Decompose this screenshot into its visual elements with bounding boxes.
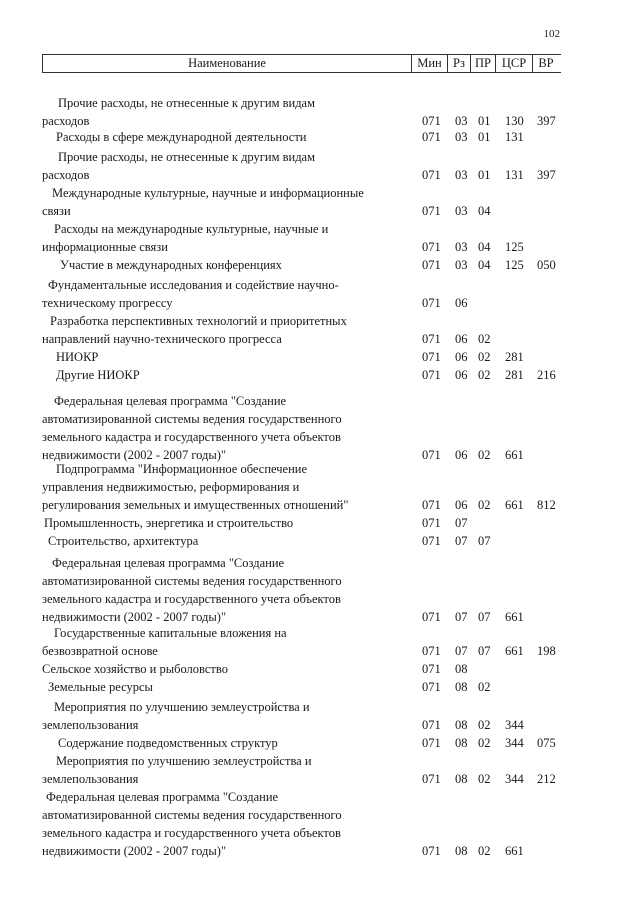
code-csr: 344: [505, 772, 524, 786]
code-rz: 06: [455, 350, 468, 364]
row-name: [42, 220, 329, 256]
row-name-line: недвижимости (2002 - 2007 годы)": [42, 448, 227, 462]
code-pr: 02: [478, 772, 491, 786]
code-pr: 02: [478, 350, 491, 364]
code-pr: 02: [478, 332, 491, 346]
row-name: [42, 184, 364, 220]
code-rz: 06: [455, 296, 468, 310]
code-pr: 02: [478, 448, 491, 462]
code-min: 071: [422, 644, 441, 658]
code-min: 071: [422, 844, 441, 858]
row-name-line: Другие НИОКР: [56, 368, 140, 382]
row-name: [42, 698, 310, 734]
row-name: [42, 624, 287, 660]
row-name-line: Строительство, архитектура: [48, 534, 199, 548]
code-vr: 198: [537, 644, 556, 658]
code-pr: 02: [478, 498, 491, 512]
row-name-line: НИОКР: [56, 350, 99, 364]
code-vr: 216: [537, 368, 556, 382]
row-name-line: управления недвижимостью, реформирования и: [42, 480, 300, 494]
row-name: [56, 128, 306, 146]
row-name-line: Прочие расходы, не отнесенные к другим видам: [58, 150, 316, 164]
row-name: [48, 678, 153, 696]
code-vr: 397: [537, 114, 556, 128]
row-name-line: земельного кадастра и государственного учета объектов: [42, 430, 341, 444]
code-rz: 06: [455, 332, 468, 346]
row-name-line: Участие в международных конференциях: [60, 258, 282, 272]
row-name-line: информационные связи: [42, 240, 168, 254]
row-name-line: Мероприятия по улучшению землеустройства и: [56, 754, 312, 768]
row-name-line: расходов: [42, 168, 90, 182]
row-name: [48, 532, 198, 550]
code-pr: 07: [478, 610, 491, 624]
code-csr: 131: [505, 130, 524, 144]
code-rz: 07: [455, 534, 468, 548]
code-min: 071: [422, 296, 441, 310]
row-name-line: Сельское хозяйство и рыболовство: [42, 662, 228, 676]
row-name-line: Федеральная целевая программа "Создание: [54, 394, 287, 408]
header-pr: ПР: [475, 56, 491, 70]
code-csr: 661: [505, 644, 524, 658]
row-name-line: Федеральная целевая программа "Создание: [52, 556, 285, 570]
code-vr: 212: [537, 772, 556, 786]
code-rz: 03: [455, 240, 468, 254]
row-name-line: направлений научно-технического прогресса: [42, 332, 282, 346]
row-name: [56, 366, 140, 384]
code-pr: 04: [478, 204, 491, 218]
code-rz: 07: [455, 644, 468, 658]
code-vr: 812: [537, 498, 556, 512]
code-rz: 06: [455, 448, 468, 462]
header-name: Наименование: [188, 56, 266, 70]
code-csr: 125: [505, 258, 524, 272]
code-csr: 661: [505, 498, 524, 512]
code-rz: 06: [455, 368, 468, 382]
row-name-line: Земельные ресурсы: [48, 680, 153, 694]
row-name: [60, 256, 282, 274]
row-name-line: техническому прогрессу: [42, 296, 173, 310]
code-rz: 07: [455, 516, 468, 530]
code-min: 071: [422, 516, 441, 530]
code-rz: 07: [455, 610, 468, 624]
row-name: [42, 276, 339, 312]
row-name-line: Промышленность, энергетика и строительство: [44, 516, 294, 530]
page-number: 102: [543, 28, 560, 40]
code-csr: 125: [505, 240, 524, 254]
code-rz: 08: [455, 772, 468, 786]
code-pr: 04: [478, 258, 491, 272]
row-name: [42, 312, 347, 348]
code-csr: 344: [505, 736, 524, 750]
code-csr: 661: [505, 448, 524, 462]
code-rz: 03: [455, 130, 468, 144]
row-name: [56, 348, 98, 366]
code-pr: 01: [478, 114, 491, 128]
row-name: [44, 514, 293, 532]
code-min: 071: [422, 772, 441, 786]
header-csr: ЦСР: [501, 56, 527, 70]
row-name-line: Подпрограмма "Информационное обеспечение: [56, 462, 308, 476]
row-name-line: безвозвратной основе: [42, 644, 158, 658]
code-min: 071: [422, 610, 441, 624]
code-pr: 04: [478, 240, 491, 254]
code-csr: 661: [505, 844, 524, 858]
row-name-line: земельного кадастра и государственного учета объектов: [42, 592, 341, 606]
code-vr: 075: [537, 736, 556, 750]
code-min: 071: [422, 448, 441, 462]
row-name-line: Мероприятия по улучшению землеустройства и: [54, 700, 310, 714]
code-rz: 03: [455, 114, 468, 128]
row-name-line: автоматизированной системы ведения государственного: [42, 808, 342, 822]
row-name: [42, 752, 312, 788]
code-rz: 08: [455, 844, 468, 858]
code-min: 071: [422, 534, 441, 548]
code-vr: 397: [537, 168, 556, 182]
row-name-line: Международные культурные, научные и информационные: [52, 186, 364, 200]
row-name-line: земельного кадастра и государственного учета объектов: [42, 826, 341, 840]
code-min: 071: [422, 350, 441, 364]
code-csr: 131: [505, 168, 524, 182]
code-pr: 02: [478, 680, 491, 694]
code-vr: 050: [537, 258, 556, 272]
code-rz: 06: [455, 498, 468, 512]
row-name-line: Расходы на международные культурные, научные и: [54, 222, 329, 236]
code-min: 071: [422, 130, 441, 144]
code-csr: 281: [505, 368, 524, 382]
code-pr: 01: [478, 168, 491, 182]
code-min: 071: [422, 680, 441, 694]
code-rz: 08: [455, 680, 468, 694]
row-name-line: регулирования земельных и имущественных отношений": [42, 498, 349, 512]
code-min: 071: [422, 258, 441, 272]
code-min: 071: [422, 114, 441, 128]
row-name-line: Прочие расходы, не отнесенные к другим видам: [58, 96, 316, 110]
code-rz: 03: [455, 168, 468, 182]
code-rz: 08: [455, 718, 468, 732]
row-name-line: Федеральная целевая программа "Создание: [46, 790, 279, 804]
code-pr: 07: [478, 644, 491, 658]
header-vr: ВР: [538, 56, 554, 70]
row-name: [42, 554, 342, 626]
row-name-line: Разработка перспективных технологий и приоритетных: [50, 314, 347, 328]
table-header: [42, 54, 561, 73]
code-min: 071: [422, 368, 441, 382]
row-name-line: Содержание подведомственных структур: [58, 736, 278, 750]
header-rz: Рз: [453, 56, 465, 70]
row-name: [42, 148, 316, 184]
code-min: 071: [422, 168, 441, 182]
code-min: 071: [422, 736, 441, 750]
row-name-line: автоматизированной системы ведения государственного: [42, 412, 342, 426]
row-name-line: землепользования: [42, 718, 139, 732]
row-name: [42, 788, 342, 860]
code-min: 071: [422, 498, 441, 512]
code-csr: 661: [505, 610, 524, 624]
code-min: 071: [422, 204, 441, 218]
row-name-line: недвижимости (2002 - 2007 годы)": [42, 610, 227, 624]
code-min: 071: [422, 718, 441, 732]
code-pr: 01: [478, 130, 491, 144]
code-rz: 03: [455, 258, 468, 272]
row-name-line: недвижимости (2002 - 2007 годы)": [42, 844, 227, 858]
row-name-line: Государственные капитальные вложения на: [54, 626, 287, 640]
code-csr: 130: [505, 114, 524, 128]
code-csr: 344: [505, 718, 524, 732]
row-name: [42, 392, 342, 464]
row-name: [42, 660, 228, 678]
code-pr: 07: [478, 534, 491, 548]
row-name-line: расходов: [42, 114, 90, 128]
row-name-line: связи: [42, 204, 71, 218]
row-name: [42, 94, 316, 130]
code-csr: 281: [505, 350, 524, 364]
code-pr: 02: [478, 844, 491, 858]
code-pr: 02: [478, 368, 491, 382]
code-min: 071: [422, 240, 441, 254]
code-pr: 02: [478, 718, 491, 732]
code-min: 071: [422, 332, 441, 346]
row-name-line: Расходы в сфере международной деятельности: [56, 130, 307, 144]
row-name: [58, 734, 278, 752]
row-name-line: автоматизированной системы ведения государственного: [42, 574, 342, 588]
row-name-line: землепользования: [42, 772, 139, 786]
code-min: 071: [422, 662, 441, 676]
code-pr: 02: [478, 736, 491, 750]
code-rz: 08: [455, 736, 468, 750]
code-rz: 03: [455, 204, 468, 218]
row-name: [42, 460, 349, 514]
row-name-line: Фундаментальные исследования и содействие научно-: [48, 278, 339, 292]
header-min: Мин: [417, 56, 442, 70]
code-rz: 08: [455, 662, 468, 676]
